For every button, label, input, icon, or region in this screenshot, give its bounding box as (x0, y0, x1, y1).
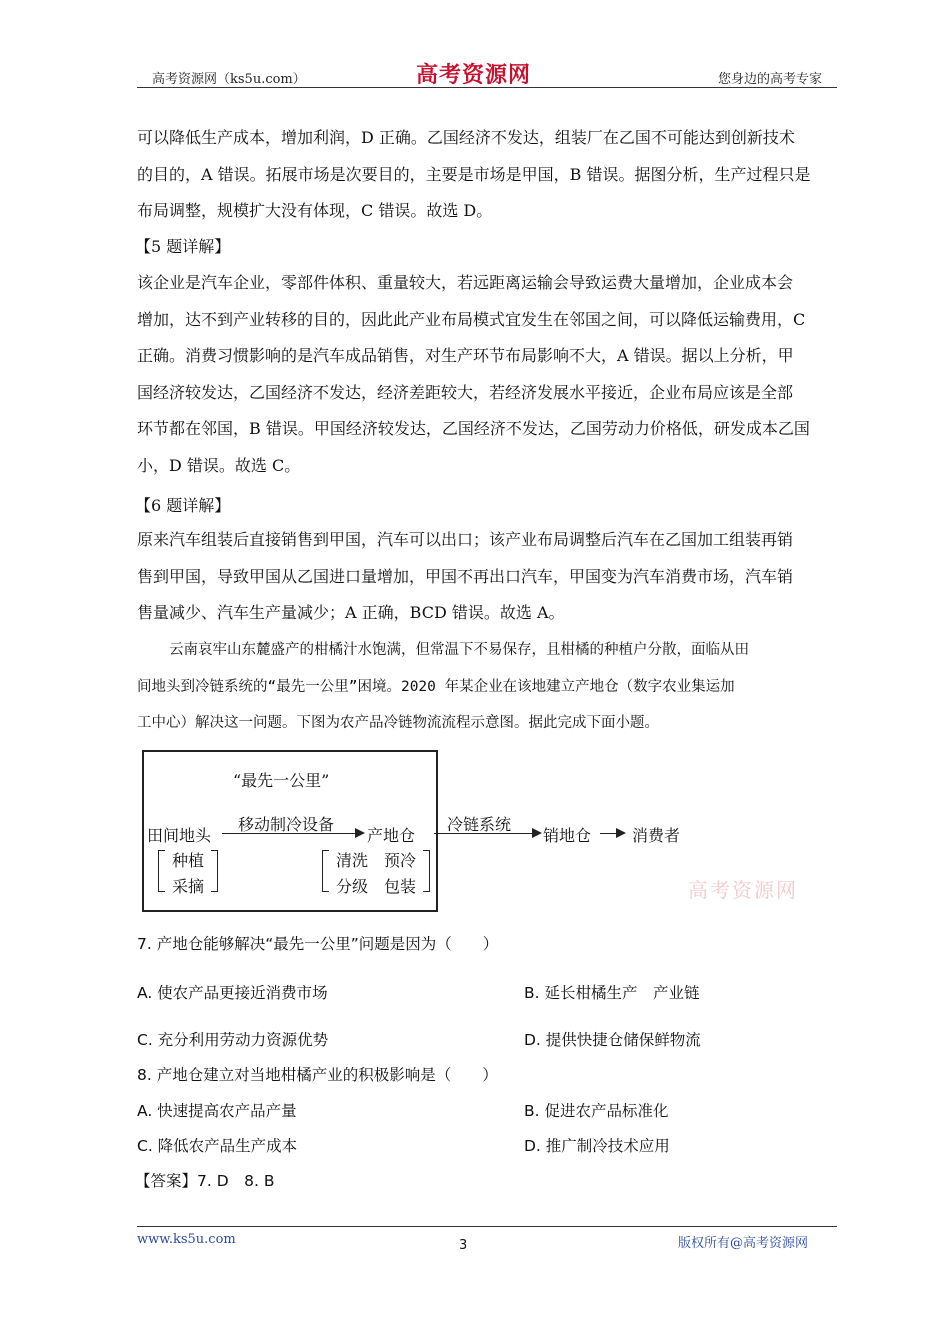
question-8-stem: 8. 产地仓建立对当地柑橘产业的积极影响是（ ） (137, 1066, 498, 1084)
text-line: 可以降低生产成本，增加利润，D 正确。乙国经济不发达，组装厂在乙国不可能达到创新技术 (137, 128, 795, 147)
text-line: 云南哀牢山东麓盛产的柑橘汁水饱满，但常温下不易保存，且柑橘的种植户分散，面临从田 (169, 642, 749, 658)
arrow-warehouse-to-sales (434, 833, 534, 834)
page-number: 3 (459, 1238, 468, 1253)
header-divider (137, 87, 837, 88)
footer-website-link[interactable]: www.ks5u.com (137, 1232, 236, 1247)
diagram-origin-warehouse: 产地仓 (367, 826, 416, 845)
q5-heading: 【5 题详解】 (135, 237, 231, 256)
question-7-stem: 7. 产地仓能够解决“最先一公里”问题是因为（ ） (137, 935, 499, 953)
q7-option-b: B. 延长柑橘生产 产业链 (524, 984, 700, 1002)
diagram-title: “最先一公里” (233, 771, 330, 790)
text-line: 售到甲国，导致甲国从乙国进口量增加，甲国不再出口汽车，甲国变为汽车消费市场，汽车销 (137, 566, 794, 586)
text-line: 工中心）解决这一问题。下图为农产品冷链物流流程示意图。据此完成下面小题。 (137, 715, 659, 731)
text-line: 国经济较发达，乙国经济不发达，经济差距较大，若经济发展水平接近，企业布局应该是全部 (137, 382, 794, 402)
bracket-right-icon (211, 850, 218, 892)
footer-copyright: 版权所有@高考资源网 (677, 1236, 808, 1251)
header-site-name: 高考资源网（ks5u.com） (152, 72, 306, 87)
q8-option-d: D. 推广制冷技术应用 (524, 1137, 670, 1155)
analysis-paragraph-5 (137, 265, 837, 484)
diagram-field: 田间地头 (147, 826, 212, 845)
q8-option-a: A. 快速提高农产品产量 (137, 1102, 297, 1120)
arrow-head-icon (616, 828, 626, 838)
material-passage (137, 632, 837, 742)
arrow-sales-to-consumer (600, 833, 617, 834)
diagram-packing: 包装 (384, 877, 417, 896)
analysis-paragraph-4 (137, 120, 837, 230)
arrow-head-icon (355, 828, 365, 838)
diagram-grading: 分级 (336, 877, 369, 896)
bracket-right-icon (423, 850, 430, 892)
text-line: 间地头到冷链系统的“最先一公里”困境。2020 年某企业在该地建立产地仓（数字农业集运加 (137, 678, 735, 695)
text-line: 小，D 错误。故选 C。 (137, 455, 301, 475)
text-line: 售量减少、汽车生产量减少；A 正确，BCD 错误。故选 A。 (137, 603, 565, 622)
footer-divider (137, 1226, 837, 1227)
analysis-paragraph-6 (137, 522, 837, 632)
answer-line: 【答案】7. D 8. B (135, 1172, 275, 1190)
diagram-cold-chain: 冷链系统 (447, 815, 512, 834)
text-line: 该企业是汽车企业，零部件体积、重量较大，若远距离运输会导致运费大量增加，企业成本会 (137, 273, 794, 292)
q6-heading: 【6 题详解】 (135, 496, 231, 515)
diagram-cleaning: 清洗 (336, 851, 369, 870)
text-line: 环节都在邻国，B 错误。甲国经济较发达，乙国经济不发达，乙国劳动力价格低，研发成本乙国 (137, 419, 810, 438)
arrow-field-to-warehouse (222, 833, 356, 834)
diagram-consumer: 消费者 (632, 826, 681, 845)
text-line: 布局调整，规模扩大没有体现，C 错误。故选 D。 (137, 201, 493, 220)
text-line: 的目的，A 错误。拓展市场是次要目的，主要是市场是甲国，B 错误。据图分析，生产过程只是 (137, 164, 811, 184)
q7-option-d: D. 提供快捷仓储保鲜物流 (524, 1031, 701, 1049)
q8-option-c: C. 降低农产品生产成本 (137, 1137, 298, 1155)
diagram-precooling: 预冷 (384, 851, 417, 870)
q7-option-c: C. 充分利用劳动力资源优势 (137, 1031, 329, 1049)
diagram-picking: 采摘 (172, 877, 205, 896)
diagram-planting: 种植 (172, 851, 205, 870)
diagram-sales-warehouse: 销地仓 (543, 826, 592, 845)
q8-option-b: B. 促进农产品标准化 (524, 1102, 669, 1120)
text-line: 增加，达不到产业转移的目的，因此此产业布局模式宜发生在邻国之间，可以降低运输费用，C (137, 309, 806, 329)
bracket-left-icon (158, 850, 165, 892)
diagram-mobile-cooling: 移动制冷设备 (238, 815, 335, 834)
bracket-left-icon (322, 850, 329, 892)
watermark: 高考资源网 (688, 878, 798, 902)
q7-option-a: A. 使农产品更接近消费市场 (137, 984, 328, 1002)
header-logo: 高考资源网 (416, 62, 532, 88)
arrow-head-icon (532, 828, 542, 838)
header-slogan: 您身边的高考专家 (717, 72, 822, 87)
text-line: 原来汽车组装后直接销售到甲国，汽车可以出口；该产业布局调整后汽车在乙国加工组装再销 (137, 530, 794, 549)
text-line: 正确。消费习惯影响的是汽车成品销售，对生产环节布局影响不大，A 错误。据以上分析，甲 (137, 346, 794, 365)
